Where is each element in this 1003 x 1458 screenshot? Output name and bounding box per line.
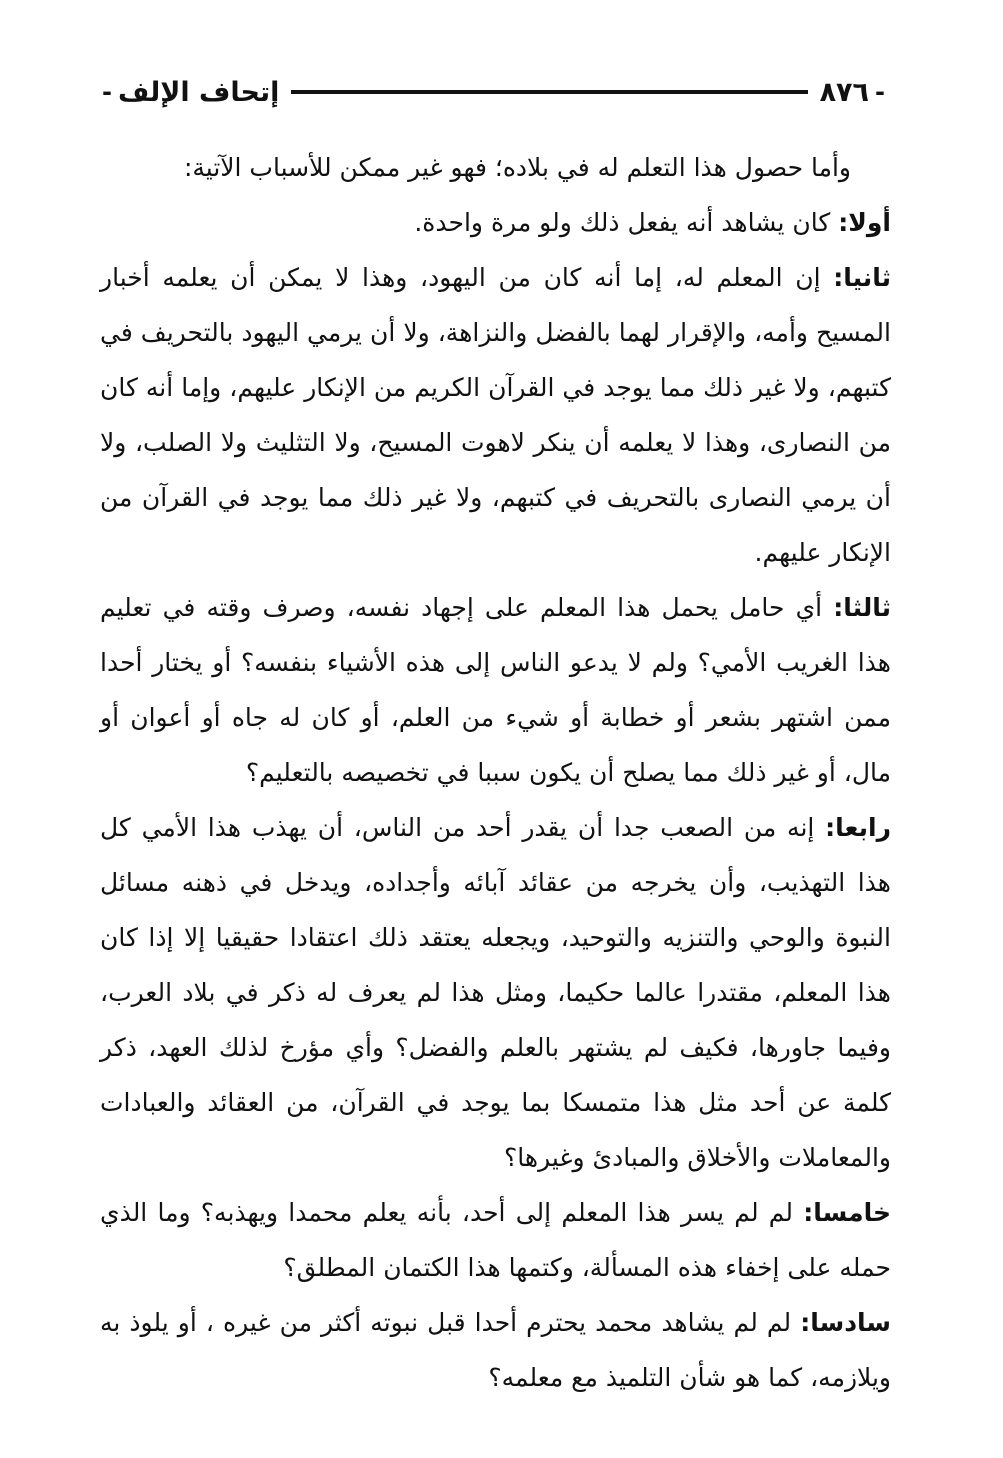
header-rule (291, 90, 807, 94)
paragraph-text: إنه من الصعب جدا أن يقدر أحد من الناس، أن يهذب هذا الأمي كل هذا التهذيب، وأن يخرجه من عقائد آبائه وأجداده، ويدخل في ذهنه مسائل النبوة والوحي والتنزيه والتوحيد، ويجعله يعتقد ذلك اعتقادا حقيقيا إلا إذا كان هذا المعلم، مقتدرا عالما حكيما، ومثل هذا لم يعرف له ذكر في بلاد العرب، وفيما جاورها، فكيف لم يشتهر بالعلم والفضل؟ وأي مؤرخ لذلك العهد، ذكر كلمة عن أحد مثل هذا متمسكا بما يوجد في القرآن، من العقائد والعبادات والمعاملات والأخلاق والمبادئ وغيرها؟ (100, 813, 891, 1172)
page-body (100, 140, 891, 1405)
paragraph-fifth (100, 1185, 891, 1295)
running-header (96, 72, 891, 112)
paragraph-text: إن المعلم له، إما أنه كان من اليهود، وهذا لا يمكن أن يعلمه أخبار المسيح وأمه، والإقرار لهما بالفضل والنزاهة، ولا أن يرمي اليهود بالتحريف في كتبهم، ولا غير ذلك مما يوجد في القرآن الكريم من الإنكار عليهم، وإما أنه كان من النصارى، وهذا لا يعلمه أن ينكر لاهوت المسيح، ولا التثليث ولا الصلب، ولا أن يرمي النصارى بالتحريف في كتبهم، ولا غير ذلك مما يوجد في القرآن من الإنكار عليهم. (100, 263, 891, 567)
paragraph-second (100, 250, 891, 580)
paragraph-intro (100, 140, 891, 195)
paragraph-label: سادسا: (800, 1308, 891, 1337)
paragraph-label: خامسا: (803, 1198, 891, 1227)
header-dash-left: - (102, 78, 112, 106)
paragraph-text: أي حامل يحمل هذا المعلم على إجهاد نفسه، وصرف وقته في تعليم هذا الغريب الأمي؟ ولم لا يدعو الناس إلى هذه الأشياء بنفسه؟ أو يختار أحدا ممن اشتهر بشعر أو خطابة أو شيء من العلم، أو كان له جاه أو أعوان أو مال، أو غير ذلك مما يصلح أن يكون سببا في تخصيصه بالتعليم؟ (100, 593, 891, 787)
paragraph-text: كان يشاهد أنه يفعل ذلك ولو مرة واحدة. (414, 208, 831, 237)
paragraph-label: ثالثا: (833, 593, 891, 622)
paragraph-third (100, 580, 891, 800)
page-number: ٨٧٦ (819, 76, 870, 108)
paragraph-text: لم لم يشاهد محمد يحترم أحدا قبل نبوته أكثر من غيره ، أو يلوذ به ويلازمه، كما هو شأن التلميذ مع معلمه؟ (100, 1308, 891, 1392)
paragraph-sixth (100, 1295, 891, 1405)
header-dash-right: - (875, 78, 885, 106)
book-title: إتحاف الإلف (117, 76, 280, 108)
paragraph-label: ثانيا: (833, 263, 891, 292)
paragraph-text: وأما حصول هذا التعلم له في بلاده؛ فهو غير ممكن للأسباب الآتية: (183, 153, 851, 182)
paragraph-text: لم لم يسر هذا المعلم إلى أحد، بأنه يعلم محمدا ويهذبه؟ وما الذي حمله على إخفاء هذه المسألة، وكتمها هذا الكتمان المطلق؟ (100, 1198, 891, 1282)
paragraph-first (100, 195, 891, 250)
paragraph-fourth (100, 800, 891, 1185)
paragraph-label: أولا: (838, 208, 891, 237)
paragraph-label: رابعا: (825, 813, 891, 842)
